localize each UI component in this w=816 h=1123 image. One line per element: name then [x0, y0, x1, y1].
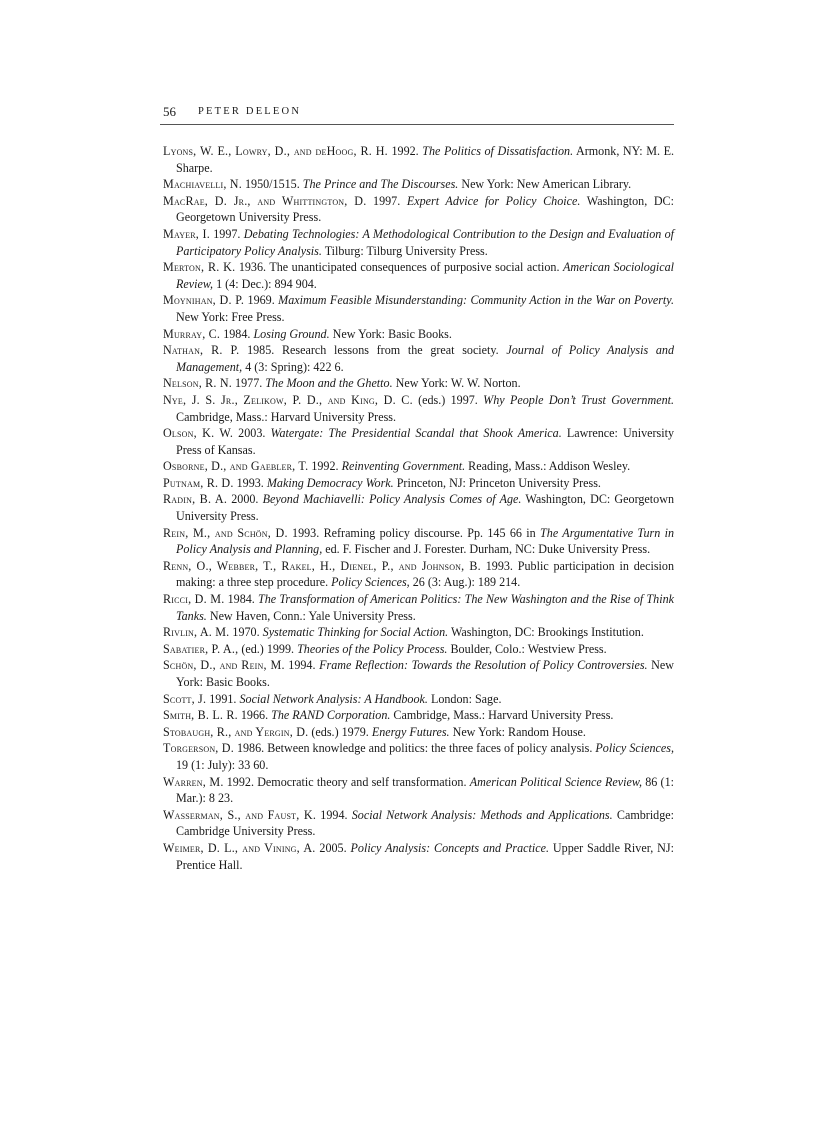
reference-text: Cambridge, Mass.: Harvard University Press.: [176, 409, 397, 424]
reference-authors: Machiavelli, N.: [163, 177, 242, 192]
page-header: [160, 104, 674, 125]
reference-authors: Stobaugh, R., and Yergin, D.: [163, 724, 309, 739]
reference-entry: [163, 740, 674, 773]
reference-title: The Prince and The Discourses.: [302, 177, 459, 192]
reference-text: London: Sage.: [427, 691, 502, 706]
reference-entry: [163, 840, 674, 873]
reference-text: Upper Saddle River, NJ: Prentice Hall.: [176, 840, 674, 872]
reference-text: 2000.: [227, 492, 263, 507]
reference-text: 1994.: [284, 658, 320, 673]
reference-text: 1950/1515.: [241, 177, 303, 192]
reference-authors: Sabatier, P. A.,: [163, 641, 239, 656]
reference-text: New York: Random House.: [449, 724, 586, 739]
reference-entry: [163, 475, 674, 492]
reference-text: New York: Basic Books.: [176, 658, 675, 689]
reference-entry: [163, 342, 674, 375]
reference-authors: Radin, B. A.: [163, 492, 228, 507]
reference-authors: Ricci, D. M.: [163, 592, 225, 607]
reference-title: Debating Technologies: A Methodological Contribution to the Design and Evaluation of Participatory Policy Analysis.: [176, 226, 674, 258]
reference-title: Frame Reflection: Towards the Resolution of Policy Controversies.: [319, 658, 648, 673]
reference-entry: [163, 392, 674, 425]
reference-authors: Torgerson, D.: [163, 741, 234, 756]
reference-title: The Argumentative Turn in Policy Analysis and Planning,: [176, 525, 675, 557]
reference-text: 26 (3: Aug.): 189 214.: [409, 575, 521, 590]
reference-entry: [163, 425, 674, 458]
reference-title: American Political Science Review,: [469, 774, 643, 789]
reference-entry: [163, 375, 674, 392]
reference-entry: [163, 707, 674, 724]
reference-text: 1936. The unanticipated consequences of purposive social action.: [235, 260, 563, 275]
reference-text: Reading, Mass.: Addison Wesley.: [465, 459, 631, 474]
reference-title: The Transformation of American Politics: The New Washington and the Rise of Think Tanks.: [176, 592, 674, 623]
reference-entry: [163, 176, 674, 193]
reference-title: Watergate: The Presidential Scandal that Shook America.: [270, 426, 562, 441]
reference-authors: Smith, B. L. R.: [163, 708, 238, 723]
reference-authors: Nelson, R. N.: [163, 376, 233, 391]
page-number: 56: [163, 104, 176, 119]
reference-authors: Warren, M.: [163, 774, 224, 789]
reference-entry: [163, 491, 674, 524]
reference-title: Energy Futures.: [371, 724, 450, 739]
reference-text: 1997.: [366, 193, 407, 208]
reference-title: American Sociological Review,: [176, 260, 674, 291]
reference-entry: [163, 591, 674, 624]
reference-text: (eds.) 1979.: [308, 724, 372, 739]
reference-text: New York: Free Press.: [176, 309, 285, 324]
reference-text: ed. F. Fischer and J. Forester. Durham, NC: Duke University Press.: [322, 542, 651, 557]
reference-text: (ed.) 1999.: [238, 641, 298, 656]
reference-text: 1994.: [316, 807, 352, 822]
reference-entry: [163, 807, 674, 840]
reference-authors: Moynihan, D. P.: [163, 293, 245, 308]
reference-entry: [163, 226, 674, 259]
reference-text: New Haven, Conn.: Yale University Press.: [206, 608, 416, 623]
reference-text: 86 (1: Mar.): 8 23.: [176, 774, 674, 806]
reference-authors: Weimer, D. L., and Vining, A.: [163, 840, 316, 855]
reference-authors: Olson, K. W.: [163, 426, 234, 441]
reference-entry: [163, 193, 674, 226]
reference-text: 4 (3: Spring): 422 6.: [242, 359, 344, 374]
reference-authors: Merton, R. K.: [163, 260, 236, 275]
reference-text: 1966.: [237, 708, 272, 723]
reference-text: 2003.: [233, 426, 271, 441]
reference-text: Armonk, NY: M. E. Sharpe.: [176, 144, 674, 175]
reference-text: 1969.: [244, 293, 279, 308]
reference-text: 1970.: [229, 625, 263, 640]
reference-text: (eds.) 1997.: [412, 392, 484, 407]
reference-text: 1992. Democratic theory and self transformation.: [223, 774, 470, 789]
reference-text: Boulder, Colo.: Westview Press.: [447, 641, 607, 656]
reference-title: Reinventing Government.: [341, 459, 466, 474]
reference-authors: Osborne, D., and Gaebler, T.: [163, 459, 309, 474]
reference-authors: Murray, C.: [163, 326, 221, 341]
reference-text: 1997.: [209, 226, 244, 241]
reference-title: Social Network Analysis: A Handbook.: [239, 691, 428, 706]
reference-authors: MacRae, D. Jr., and Whittington, D.: [163, 193, 367, 208]
reference-authors: Schön, D., and Rein, M.: [163, 658, 285, 673]
reference-text: New York: W. W. Norton.: [392, 376, 521, 391]
reference-entry: [163, 292, 674, 325]
reference-text: 1 (4: Dec.): 894 904.: [213, 276, 317, 291]
reference-entry: [163, 143, 674, 176]
reference-title: Journal of Policy Analysis and Management,: [176, 343, 675, 374]
reference-title: Maximum Feasible Misunderstanding: Community Action in the War on Poverty.: [278, 293, 674, 308]
reference-title: Beyond Machiavelli: Policy Analysis Comes of Age.: [262, 492, 522, 507]
reference-text: Tilburg: Tilburg University Press.: [321, 243, 488, 258]
reference-title: Policy Analysis: Concepts and Practice.: [350, 840, 549, 855]
reference-authors: Lyons, W. E., Lowry, D., and deHoog, R. H.: [163, 144, 388, 158]
reference-entry: [163, 657, 674, 690]
reference-text: 1993. Reframing policy discourse. Pp. 145 66 in: [287, 525, 541, 540]
reference-entry: [163, 326, 674, 343]
reference-title: Policy Sciences,: [595, 741, 674, 756]
reference-entry: [163, 259, 674, 292]
reference-text: 1977.: [232, 376, 266, 391]
reference-text: 1991.: [206, 691, 240, 706]
reference-authors: Mayer, I.: [163, 226, 210, 241]
reference-title: The RAND Corporation.: [271, 708, 391, 723]
reference-list: [163, 143, 674, 873]
reference-title: Why People Don’t Trust Government.: [483, 392, 675, 407]
reference-title: Policy Sciences,: [331, 575, 410, 590]
reference-authors: Renn, O., Webber, T., Rakel, H., Dienel, P., and Johnson, B.: [163, 558, 481, 573]
reference-text: 1993. Public participation in decision making: a three step procedure.: [176, 558, 674, 590]
running-head: PETER DELEON: [198, 106, 302, 117]
reference-text: 1992.: [308, 459, 342, 474]
reference-title: Making Democracy Work.: [266, 475, 394, 490]
reference-entry: [163, 624, 674, 641]
reference-text: Washington, DC: Georgetown University Press.: [176, 193, 674, 225]
reference-text: New York: Basic Books.: [329, 326, 452, 341]
reference-authors: Wasserman, S., and Faust, K.: [163, 807, 317, 822]
reference-authors: Rein, M., and Schön, D.: [163, 525, 288, 540]
reference-text: Washington, DC: Brookings Institution.: [448, 625, 644, 640]
reference-entry: [163, 724, 674, 741]
reference-title: Losing Ground.: [253, 326, 330, 341]
reference-text: 1992.: [387, 144, 423, 158]
reference-entry: [163, 641, 674, 658]
reference-text: 1986. Between knowledge and politics: the three faces of policy analysis.: [233, 741, 596, 756]
reference-title: The Politics of Dissatisfaction.: [422, 144, 574, 158]
reference-text: Princeton, NJ: Princeton University Press.: [393, 475, 601, 490]
reference-text: Cambridge, Mass.: Harvard University Press.: [390, 708, 614, 723]
reference-title: The Moon and the Ghetto.: [265, 376, 393, 391]
reference-text: 1985. Research lessons from the great society.: [239, 343, 507, 358]
reference-text: 2005.: [315, 840, 351, 855]
reference-title: Expert Advice for Policy Choice.: [406, 193, 581, 208]
reference-title: Systematic Thinking for Social Action.: [262, 625, 449, 640]
reference-authors: Nye, J. S. Jr., Zelikow, P. D., and King, D. C.: [163, 392, 413, 407]
reference-text: Lawrence: University Press of Kansas.: [176, 426, 674, 457]
reference-text: 19 (1: July): 33 60.: [176, 757, 269, 772]
reference-entry: [163, 691, 674, 708]
reference-entry: [163, 774, 674, 807]
reference-authors: Putnam, R. D.: [163, 475, 234, 490]
reference-text: Washington, DC: Georgetown University Press.: [176, 492, 674, 524]
reference-authors: Rivlin, A. M.: [163, 625, 230, 640]
reference-title: Social Network Analysis: Methods and Applications.: [351, 807, 613, 822]
reference-authors: Scott, J.: [163, 691, 207, 706]
reference-entry: [163, 458, 674, 475]
reference-title: Theories of the Policy Process.: [297, 641, 448, 656]
reference-text: 1993.: [233, 475, 267, 490]
reference-entry: [163, 558, 674, 591]
reference-text: 1984.: [220, 326, 254, 341]
reference-text: New York: New American Library.: [458, 177, 632, 192]
reference-text: 1984.: [224, 592, 259, 607]
reference-text: Cambridge: Cambridge University Press.: [176, 807, 675, 839]
reference-authors: Nathan, R. P.: [163, 343, 240, 358]
reference-entry: [163, 525, 674, 558]
